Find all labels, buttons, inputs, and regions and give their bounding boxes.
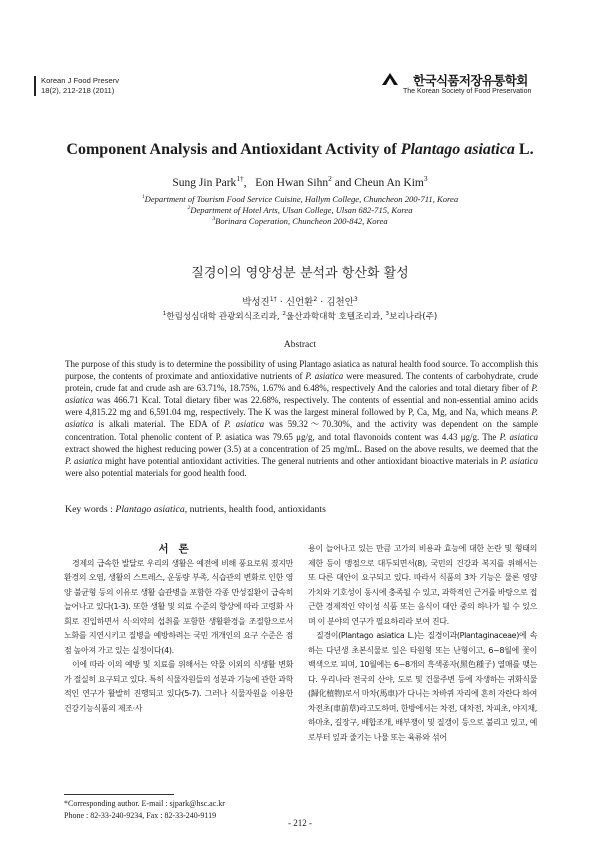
keywords	[65, 504, 538, 515]
korean-author-separator: ·	[279, 297, 283, 308]
page-number: - 212 -	[288, 818, 312, 828]
abstract-species: P. asiatica	[305, 371, 344, 382]
korean-affil-text: 한림성심대학 관광외식조리과,	[166, 312, 280, 322]
korean-affil-text: 울산과학대학 호텔조리과,	[285, 312, 383, 322]
author-name: Sung Jin Park	[172, 177, 237, 189]
korean-affil-text: 보리나라(주)	[389, 312, 438, 322]
author-separator: ,	[243, 177, 247, 189]
author-name: Cheun An Kim	[354, 177, 424, 189]
abstract-text: extract showed the highest reducing power (3.5) at a concentration of 25 mg/mL. Based on the above results, we deemed that the	[65, 443, 538, 454]
keyword-species: Plantago asiatica	[115, 504, 185, 515]
author-list	[0, 174, 600, 189]
title-suffix: L.	[514, 141, 534, 158]
abstract-species: P. asiatica	[65, 455, 103, 466]
society-english-name: The Korean Society of Food Preservation	[403, 88, 532, 95]
body-paragraph: 경제의 급속한 발달로 우리의 생활은 예전에 비해 풍요로워 졌지만 환경의 오염, 생활의 스트레스, 운동량 부족, 식습관의 변화로 인한 영양 불균형 등의 이유로 생활 습관병을 포함한 각종 만성질환이 급속히 늘어나고 있다(1-3). 또한 생활 및 의료 수준의 향상에 따라 고령화 사회로 진입하면서 식·의약의 섭취를 포함한 생활환경을 조절함으로서 노화를 지연시키고 질병을 예방하려는 국민 개개인의 요구 수준은 점점 높아져 가고 있는 실정이다(4).	[64, 558, 293, 655]
abstract-species: P. asiatica	[65, 407, 538, 430]
affiliation-sup: 2	[187, 205, 191, 212]
body-paragraph: 질경이(Plantago asiatica L.)는 질경이과(Plantaginaceae)에 속하는 다년생 초본식물로 잎은 타원형 또는 난형이고, 6~8월에 꽃이 백색으로 피며, 10월에는 6~8개의 흑색종자(黑色種子) 열매를 맺는다. 우리나라 전국의 산야, 도로 및 건물주변 등에 자생하는 귀화식물(歸化植物)로서 마차(馬車)가 다니는 차바퀴 자리에 흔히 자란다 하여 차전초(車前草)라고도하며, 한방에서는 차전, 대차전, 차피초, 야지채, 하마초, 길장구, 배합조개, 배부쟁이 및 질갱이 등으로 불리고 있고, 예로부터 잎과 줄기는 나물 또는 육류와 섞어	[308, 631, 537, 742]
korean-affiliations	[0, 310, 600, 322]
affiliation-line	[0, 205, 600, 216]
abstract-heading: Abstract	[283, 340, 317, 350]
korean-title: 질경이의 영양성분 분석과 항산화 활성	[191, 266, 409, 281]
body-paragraph: 용이 늘어나고 있는 만큼 고가의 비용과 효능에 대한 논란 및 형태의 제한 등이 맹점으로 대두되면서(8), 국민의 건강과 복지를 위해서는 또 다른 대안이 요구되고 있다. 따라서 식품의 3차 기능은 물론 영양 가치와 기호성이 동시에 충족될 수 있고, 과학적인 근거를 바탕으로 접근한 경제적인 약이성 식품 또는 음식이 대안 중의 하나가 될 수 있으며 이 분야의 연구가 필요하리라 보여 진다.	[308, 544, 537, 626]
footnote-phone: Phone : 82-33-240-9234, Fax : 82-33-240-9119	[64, 811, 217, 820]
affiliation-sup: 1	[141, 194, 145, 201]
affiliations	[0, 194, 600, 228]
korean-affil-sup: 2	[282, 311, 286, 318]
author-sup: 3	[423, 174, 428, 184]
korean-author-sup: 3	[353, 295, 358, 303]
korean-affil-sup: 3	[385, 311, 390, 318]
author-name: Eon Hwan Sihn	[255, 177, 329, 189]
abstract-species: P. asiatica	[224, 419, 265, 430]
korean-author-sup: 1†	[269, 295, 277, 303]
affiliation-text: Department of Hotel Arts, Ulsan College, Ulsan 682-715, Korea	[190, 205, 413, 216]
abstract-species: P. asiatica	[65, 383, 538, 406]
author-and: and	[334, 177, 352, 189]
korean-author-name: 신언환	[285, 297, 314, 308]
journal-volume: 18(2), 212-218 (2011)	[41, 86, 115, 95]
affiliation-line	[0, 216, 600, 227]
abstract-text: were measured. The contents of carbohydrate, crude protein, crude fat and crude ash are 63.71%, 18.75%, 1.67% and 6.48%, respectively And the calories and total dietary fiber of	[65, 371, 538, 394]
abstract-text: The purpose of this study is to determine the possibility of using Plantago asiatica as natural health food source. To accomplish this purpose, the contents of proximate and antioxidative nutrients of	[65, 359, 538, 382]
affiliation-sup: 3	[212, 216, 216, 223]
author-sup: 1†	[236, 174, 244, 184]
body-paragraph: 이에 따라 이의 예방 및 치료를 위해서는 약물 이외의 식생활 변화가 절실히 요구되고 있다. 특히 식물자원들의 성분과 기능에 관한 과학적인 연구가 활발히 진행되고 있다(5-7). 그러나 식물자원을 이용한 건강기능식품의 제조·사	[64, 660, 293, 713]
korean-author-name: 김천안	[326, 297, 354, 308]
korean-affil-sup: 1	[162, 311, 167, 318]
korean-author-separator: ·	[320, 297, 324, 308]
abstract-species: P. asiatica	[499, 431, 538, 442]
affiliation-text: Borinara Coperation, Chuncheon 200-842, Korea	[215, 216, 388, 227]
title-species: Plantago asiatica	[400, 141, 515, 158]
abstract-text: might have potential antioxidant activities. The general nutrients and other antioxidant bioactive materials in	[102, 455, 501, 466]
keywords-label: Key words :	[65, 504, 113, 515]
korean-author-name: 박성진	[242, 297, 270, 308]
affiliation-line	[0, 194, 600, 205]
paper-title	[0, 141, 600, 159]
body-right-column	[308, 542, 537, 745]
abstract-body	[65, 358, 538, 479]
society-header	[380, 70, 570, 100]
abstract-text: were also potential materials for good health food.	[65, 467, 247, 478]
society-logo-icon	[380, 71, 400, 87]
journal-citation	[34, 76, 119, 96]
abstract-text: was 59.32～70.30%, and the activity was dependent on the sample concentration. Total phenolic content of P. asiatica was 79.65 μg/g, and total flavonoids content was 4.43 μg/g. The	[65, 419, 538, 442]
society-korean-name: 한국식품저장유통학회	[413, 73, 528, 88]
author-sup: 2	[328, 174, 332, 184]
title-main: Component Analysis and Antioxidant Activity of	[66, 141, 401, 158]
korean-authors	[0, 294, 600, 308]
footnote-email: *Corresponding author. E-mail : sjpark@hsc.ac.kr	[64, 799, 225, 808]
abstract-species: P. asiatica	[500, 455, 539, 466]
section-heading-introduction: 서론	[158, 543, 199, 555]
korean-author-sup: 2	[313, 295, 318, 303]
journal-name: Korean J Food Preserv	[41, 76, 120, 85]
abstract-text: was 466.71 Kcal. Total dietary fiber was 22.68%, respectively. The contents of essential and non-essential amino acids were 4,815.22 mg and 6,591.04 mg, respectively. The K was the largest mineral followed by P, Ca, Mg, and Na, which means	[65, 395, 538, 418]
abstract-text: is alkali material. The EDA of	[93, 419, 225, 430]
footnote-divider	[64, 794, 174, 795]
affiliation-text: Department of Tourism Food Service Cuisine, Hallym College, Chuncheon 200-711, Korea	[144, 194, 459, 204]
body-left-column	[64, 542, 293, 716]
keywords-list: , nutrients, health food, antioxidants	[184, 504, 326, 515]
